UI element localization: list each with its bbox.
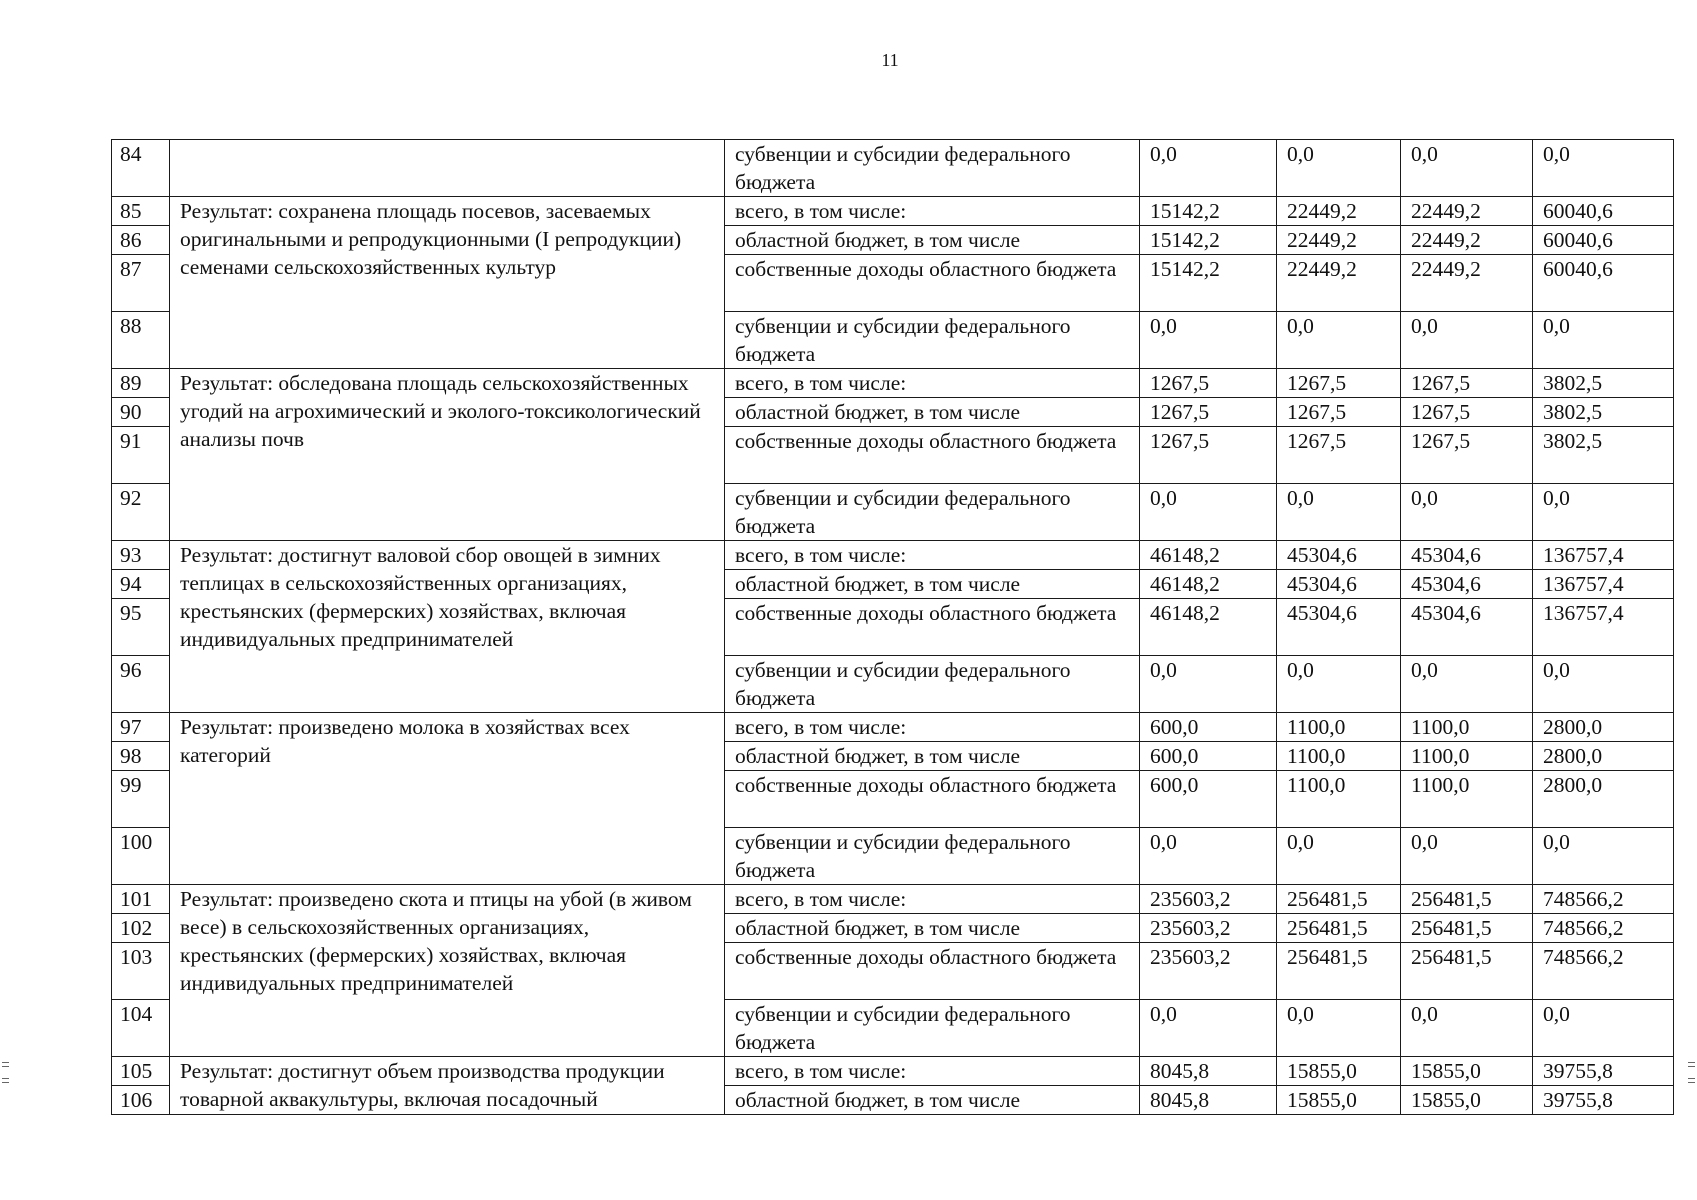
value-year-3-cell: 0,0: [1401, 140, 1533, 197]
value-total-cell: 748566,2: [1533, 885, 1674, 914]
row-number-cell: 93: [112, 541, 170, 570]
value-total-cell: 136757,4: [1533, 599, 1674, 656]
value-year-1-cell: 235603,2: [1140, 885, 1277, 914]
value-year-3-cell: 22449,2: [1401, 255, 1533, 312]
result-description-cell: Результат: достигнут объем производства продукции товарной аквакультуры, включая посадочный: [170, 1057, 725, 1115]
row-number-cell: 86: [112, 226, 170, 255]
row-number-cell: 105: [112, 1057, 170, 1086]
left-margin-mark: [2, 1062, 9, 1067]
row-number-cell: 106: [112, 1086, 170, 1115]
value-total-cell: 0,0: [1533, 1000, 1674, 1057]
value-year-3-cell: 1267,5: [1401, 369, 1533, 398]
row-number-cell: 90: [112, 398, 170, 427]
value-year-1-cell: 235603,2: [1140, 914, 1277, 943]
result-description-cell: Результат: сохранена площадь посевов, засеваемых оригинальными и репродукционными (I репродукции) семенами сельскохозяйственных культур: [170, 197, 725, 369]
table-row: [112, 713, 1674, 742]
value-year-2-cell: 256481,5: [1277, 885, 1401, 914]
value-year-2-cell: 45304,6: [1277, 599, 1401, 656]
funding-source-cell: субвенции и субсидии федерального бюджета: [725, 656, 1140, 713]
page-number: 11: [881, 50, 899, 70]
table-row: [112, 1057, 1674, 1086]
value-year-1-cell: 600,0: [1140, 771, 1277, 828]
value-year-1-cell: 8045,8: [1140, 1086, 1277, 1115]
funding-source-cell: областной бюджет, в том числе: [725, 570, 1140, 599]
row-number-cell: 85: [112, 197, 170, 226]
row-number-cell: 100: [112, 828, 170, 885]
funding-source-cell: областной бюджет, в том числе: [725, 398, 1140, 427]
value-year-3-cell: 15855,0: [1401, 1086, 1533, 1115]
row-number-cell: 87: [112, 255, 170, 312]
value-year-3-cell: 45304,6: [1401, 599, 1533, 656]
value-year-2-cell: 256481,5: [1277, 943, 1401, 1000]
funding-source-cell: областной бюджет, в том числе: [725, 914, 1140, 943]
value-total-cell: 60040,6: [1533, 197, 1674, 226]
value-year-2-cell: 0,0: [1277, 656, 1401, 713]
row-number-cell: 97: [112, 713, 170, 742]
value-total-cell: 3802,5: [1533, 398, 1674, 427]
funding-source-cell: субвенции и субсидии федерального бюджета: [725, 312, 1140, 369]
value-year-1-cell: 1267,5: [1140, 427, 1277, 484]
value-year-1-cell: 600,0: [1140, 742, 1277, 771]
budget-table: [111, 139, 1674, 1115]
row-number-cell: 91: [112, 427, 170, 484]
value-year-2-cell: 1100,0: [1277, 771, 1401, 828]
value-total-cell: 39755,8: [1533, 1057, 1674, 1086]
funding-source-cell: собственные доходы областного бюджета: [725, 771, 1140, 828]
value-total-cell: 2800,0: [1533, 713, 1674, 742]
value-year-1-cell: 15142,2: [1140, 226, 1277, 255]
value-year-3-cell: 0,0: [1401, 1000, 1533, 1057]
funding-source-cell: субвенции и субсидии федерального бюджета: [725, 828, 1140, 885]
value-total-cell: 136757,4: [1533, 570, 1674, 599]
row-number-cell: 96: [112, 656, 170, 713]
value-year-1-cell: 0,0: [1140, 140, 1277, 197]
value-year-2-cell: 0,0: [1277, 1000, 1401, 1057]
funding-source-cell: всего, в том числе:: [725, 541, 1140, 570]
value-total-cell: 2800,0: [1533, 771, 1674, 828]
value-year-3-cell: 1100,0: [1401, 713, 1533, 742]
value-year-1-cell: 15142,2: [1140, 197, 1277, 226]
value-year-2-cell: 1267,5: [1277, 427, 1401, 484]
value-year-1-cell: 46148,2: [1140, 570, 1277, 599]
row-number-cell: 102: [112, 914, 170, 943]
funding-source-cell: собственные доходы областного бюджета: [725, 599, 1140, 656]
value-year-3-cell: 15855,0: [1401, 1057, 1533, 1086]
funding-source-cell: собственные доходы областного бюджета: [725, 427, 1140, 484]
funding-source-cell: областной бюджет, в том числе: [725, 742, 1140, 771]
value-year-1-cell: 46148,2: [1140, 541, 1277, 570]
result-description-cell: [170, 140, 725, 197]
value-year-2-cell: 22449,2: [1277, 255, 1401, 312]
value-year-2-cell: 1267,5: [1277, 398, 1401, 427]
value-year-2-cell: 0,0: [1277, 484, 1401, 541]
value-total-cell: 748566,2: [1533, 943, 1674, 1000]
value-year-2-cell: 256481,5: [1277, 914, 1401, 943]
value-year-2-cell: 45304,6: [1277, 541, 1401, 570]
value-total-cell: 3802,5: [1533, 369, 1674, 398]
value-year-3-cell: 256481,5: [1401, 914, 1533, 943]
result-description-cell: Результат: достигнут валовой сбор овощей в зимних теплицах в сельскохозяйственных организациях, крестьянских (фермерских) хозяйствах, включая индивидуальных предпринимателей: [170, 541, 725, 713]
result-description-cell: Результат: произведено скота и птицы на убой (в живом весе) в сельскохозяйственных организациях, крестьянских (фермерских) хозяйствах, включая индивидуальных предпринимателей: [170, 885, 725, 1057]
value-total-cell: 0,0: [1533, 656, 1674, 713]
funding-source-cell: всего, в том числе:: [725, 885, 1140, 914]
value-year-1-cell: 1267,5: [1140, 398, 1277, 427]
value-total-cell: 0,0: [1533, 828, 1674, 885]
value-total-cell: 60040,6: [1533, 255, 1674, 312]
value-year-3-cell: 0,0: [1401, 484, 1533, 541]
value-total-cell: 748566,2: [1533, 914, 1674, 943]
value-year-2-cell: 15855,0: [1277, 1086, 1401, 1115]
value-year-3-cell: 0,0: [1401, 312, 1533, 369]
value-year-2-cell: 0,0: [1277, 140, 1401, 197]
value-year-2-cell: 0,0: [1277, 828, 1401, 885]
row-number-cell: 89: [112, 369, 170, 398]
funding-source-cell: всего, в том числе:: [725, 369, 1140, 398]
table-row: [112, 140, 1674, 197]
funding-source-cell: собственные доходы областного бюджета: [725, 943, 1140, 1000]
value-year-3-cell: 1100,0: [1401, 771, 1533, 828]
value-total-cell: 60040,6: [1533, 226, 1674, 255]
result-description-cell: Результат: обследована площадь сельскохозяйственных угодий на агрохимический и эколого-токсикологический анализы почв: [170, 369, 725, 541]
value-year-3-cell: 256481,5: [1401, 885, 1533, 914]
value-year-2-cell: 1267,5: [1277, 369, 1401, 398]
value-total-cell: 39755,8: [1533, 1086, 1674, 1115]
value-total-cell: 136757,4: [1533, 541, 1674, 570]
funding-source-cell: областной бюджет, в том числе: [725, 226, 1140, 255]
value-total-cell: 3802,5: [1533, 427, 1674, 484]
value-year-3-cell: 45304,6: [1401, 541, 1533, 570]
value-total-cell: 2800,0: [1533, 742, 1674, 771]
value-year-2-cell: 1100,0: [1277, 742, 1401, 771]
value-year-2-cell: 1100,0: [1277, 713, 1401, 742]
funding-source-cell: субвенции и субсидии федерального бюджета: [725, 484, 1140, 541]
row-number-cell: 101: [112, 885, 170, 914]
value-year-3-cell: 45304,6: [1401, 570, 1533, 599]
right-margin-mark: [1688, 1062, 1695, 1067]
value-year-3-cell: 1267,5: [1401, 398, 1533, 427]
value-year-2-cell: 22449,2: [1277, 197, 1401, 226]
value-year-1-cell: 0,0: [1140, 1000, 1277, 1057]
value-total-cell: 0,0: [1533, 140, 1674, 197]
value-year-1-cell: 600,0: [1140, 713, 1277, 742]
table-row: [112, 541, 1674, 570]
value-year-1-cell: 0,0: [1140, 828, 1277, 885]
value-year-3-cell: 0,0: [1401, 656, 1533, 713]
value-year-3-cell: 22449,2: [1401, 197, 1533, 226]
value-total-cell: 0,0: [1533, 312, 1674, 369]
value-year-1-cell: 0,0: [1140, 484, 1277, 541]
row-number-cell: 103: [112, 943, 170, 1000]
funding-source-cell: собственные доходы областного бюджета: [725, 255, 1140, 312]
funding-source-cell: субвенции и субсидии федерального бюджета: [725, 1000, 1140, 1057]
value-total-cell: 0,0: [1533, 484, 1674, 541]
value-year-1-cell: 0,0: [1140, 312, 1277, 369]
table-row: [112, 369, 1674, 398]
value-year-3-cell: 1267,5: [1401, 427, 1533, 484]
table-row: [112, 197, 1674, 226]
funding-source-cell: всего, в том числе:: [725, 713, 1140, 742]
value-year-2-cell: 0,0: [1277, 312, 1401, 369]
funding-source-cell: всего, в том числе:: [725, 1057, 1140, 1086]
row-number-cell: 88: [112, 312, 170, 369]
value-year-3-cell: 256481,5: [1401, 943, 1533, 1000]
value-year-1-cell: 46148,2: [1140, 599, 1277, 656]
value-year-1-cell: 235603,2: [1140, 943, 1277, 1000]
value-year-2-cell: 15855,0: [1277, 1057, 1401, 1086]
value-year-2-cell: 45304,6: [1277, 570, 1401, 599]
left-margin-mark: [2, 1078, 9, 1083]
value-year-1-cell: 8045,8: [1140, 1057, 1277, 1086]
table-row: [112, 885, 1674, 914]
value-year-3-cell: 0,0: [1401, 828, 1533, 885]
row-number-cell: 99: [112, 771, 170, 828]
value-year-3-cell: 1100,0: [1401, 742, 1533, 771]
funding-source-cell: субвенции и субсидии федерального бюджета: [725, 140, 1140, 197]
value-year-2-cell: 22449,2: [1277, 226, 1401, 255]
value-year-1-cell: 0,0: [1140, 656, 1277, 713]
right-margin-mark: [1688, 1078, 1695, 1083]
row-number-cell: 84: [112, 140, 170, 197]
value-year-1-cell: 15142,2: [1140, 255, 1277, 312]
row-number-cell: 94: [112, 570, 170, 599]
value-year-1-cell: 1267,5: [1140, 369, 1277, 398]
row-number-cell: 95: [112, 599, 170, 656]
value-year-3-cell: 22449,2: [1401, 226, 1533, 255]
funding-source-cell: всего, в том числе:: [725, 197, 1140, 226]
funding-source-cell: областной бюджет, в том числе: [725, 1086, 1140, 1115]
row-number-cell: 92: [112, 484, 170, 541]
row-number-cell: 104: [112, 1000, 170, 1057]
row-number-cell: 98: [112, 742, 170, 771]
result-description-cell: Результат: произведено молока в хозяйствах всех категорий: [170, 713, 725, 885]
